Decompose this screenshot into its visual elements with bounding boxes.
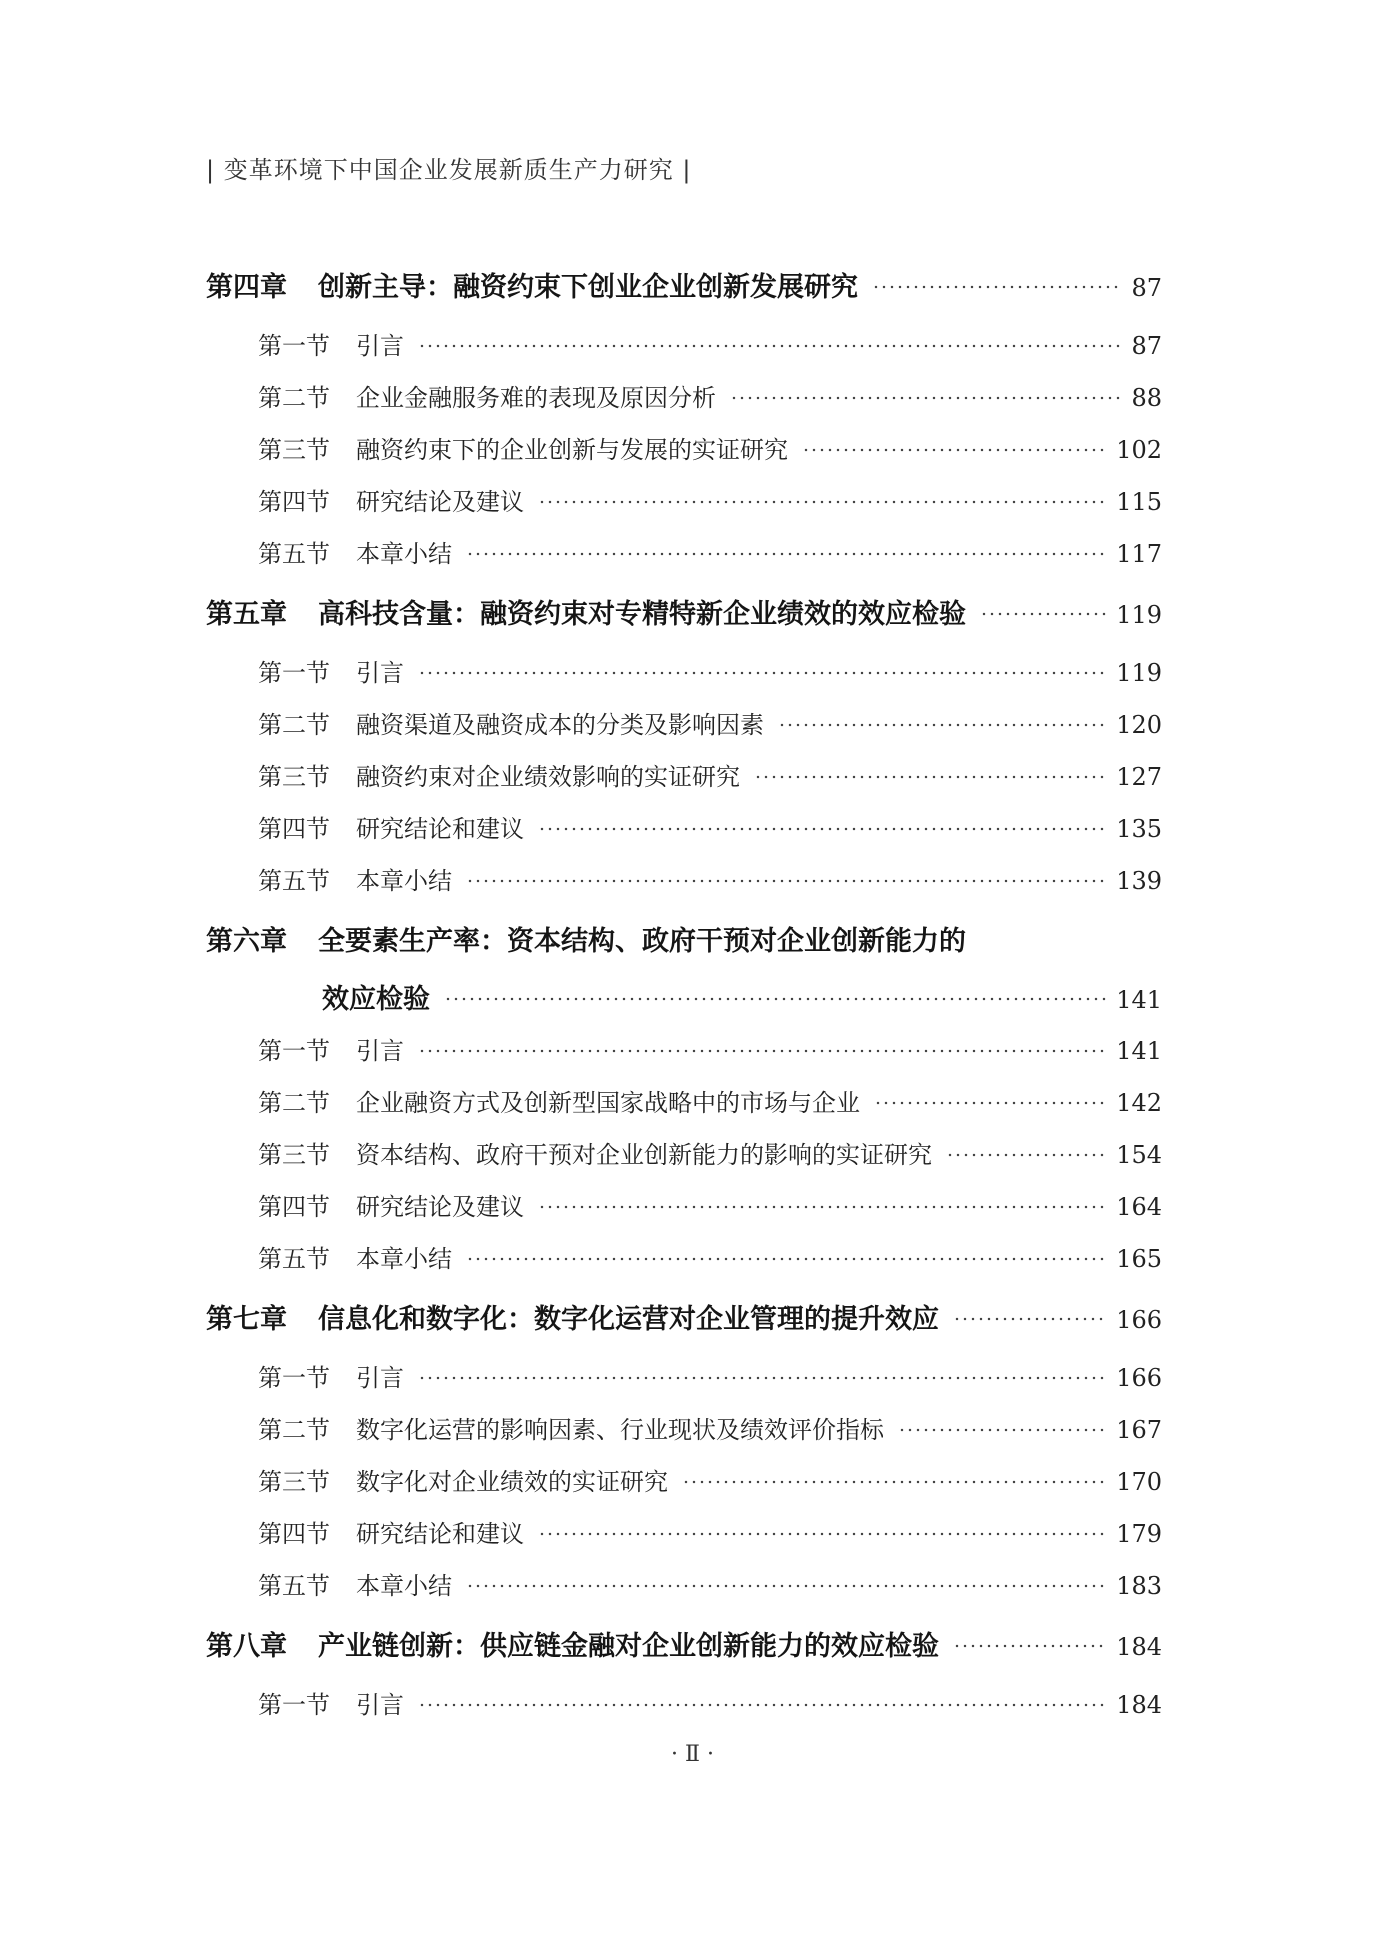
dot-leader xyxy=(953,1317,1106,1321)
toc-section-6-2[interactable] xyxy=(258,1083,1162,1118)
page-number: 120 xyxy=(1116,711,1162,739)
section-number: 第三节 xyxy=(258,763,330,791)
section-title: 引言 xyxy=(356,1037,404,1065)
section-title: 资本结构、政府干预对企业创新能力的影响的实证研究 xyxy=(356,1141,932,1169)
page-number: 88 xyxy=(1131,384,1162,412)
toc-section-5-3[interactable] xyxy=(258,757,1162,792)
section-number: 第二节 xyxy=(258,1416,330,1444)
section-number: 第一节 xyxy=(258,1364,330,1392)
section-number: 第四节 xyxy=(258,1193,330,1221)
page-number: 87 xyxy=(1131,274,1162,302)
toc-chapter-7[interactable] xyxy=(206,1297,1162,1336)
section-number: 第三节 xyxy=(258,1468,330,1496)
section-title: 引言 xyxy=(356,659,404,687)
dot-leader xyxy=(466,879,1106,883)
dot-leader xyxy=(418,1376,1106,1380)
section-number: 第五节 xyxy=(258,867,330,895)
dot-leader xyxy=(418,671,1106,675)
dot-leader xyxy=(754,775,1106,779)
page-number: 183 xyxy=(1116,1572,1162,1600)
toc-chapter-6-continued[interactable] xyxy=(322,977,1162,1016)
toc-section-7-5[interactable] xyxy=(258,1566,1162,1601)
section-title: 研究结论及建议 xyxy=(356,1193,524,1221)
toc-section-5-5[interactable] xyxy=(258,861,1162,896)
toc-section-7-4[interactable] xyxy=(258,1514,1162,1549)
section-title: 融资约束下的企业创新与发展的实证研究 xyxy=(356,436,788,464)
chapter-number: 第七章 xyxy=(206,1304,287,1335)
section-number: 第五节 xyxy=(258,1572,330,1600)
page-number: 167 xyxy=(1116,1416,1162,1444)
dot-leader xyxy=(538,827,1106,831)
section-number: 第四节 xyxy=(258,488,330,516)
section-number: 第二节 xyxy=(258,711,330,739)
section-title: 引言 xyxy=(356,332,404,360)
toc-section-4-1[interactable] xyxy=(258,326,1162,361)
toc-section-5-2[interactable] xyxy=(258,705,1162,740)
page-number: 166 xyxy=(1116,1306,1162,1334)
section-title: 企业金融服务难的表现及原因分析 xyxy=(356,384,716,412)
section-number: 第一节 xyxy=(258,1037,330,1065)
toc-section-4-5[interactable] xyxy=(258,534,1162,569)
page-number: 135 xyxy=(1116,815,1162,843)
running-header: | 变革环境下中国企业发展新质生产力研究 | xyxy=(206,156,692,184)
page-number: 154 xyxy=(1116,1141,1162,1169)
chapter-number: 第五章 xyxy=(206,599,287,630)
dot-leader xyxy=(682,1480,1106,1484)
toc-section-6-5[interactable] xyxy=(258,1239,1162,1274)
section-title: 本章小结 xyxy=(356,1245,452,1273)
section-number: 第二节 xyxy=(258,384,330,412)
toc-section-7-1[interactable] xyxy=(258,1358,1162,1393)
page-number: 164 xyxy=(1116,1193,1162,1221)
toc-section-4-3[interactable] xyxy=(258,430,1162,465)
section-title: 融资渠道及融资成本的分类及影响因素 xyxy=(356,711,764,739)
section-title: 本章小结 xyxy=(356,867,452,895)
section-number: 第三节 xyxy=(258,436,330,464)
page-number: 119 xyxy=(1116,601,1162,629)
section-title: 融资约束对企业绩效影响的实证研究 xyxy=(356,763,740,791)
dot-leader xyxy=(802,448,1106,452)
toc-section-4-4[interactable] xyxy=(258,482,1162,517)
section-number: 第四节 xyxy=(258,815,330,843)
page-number: 184 xyxy=(1116,1691,1162,1719)
dot-leader xyxy=(418,344,1121,348)
section-number: 第一节 xyxy=(258,659,330,687)
chapter-number: 第八章 xyxy=(206,1631,287,1662)
dot-leader xyxy=(946,1153,1106,1157)
page-number: 87 xyxy=(1131,332,1162,360)
dot-leader xyxy=(953,1644,1106,1648)
section-number: 第一节 xyxy=(258,332,330,360)
toc-section-5-4[interactable] xyxy=(258,809,1162,844)
dot-leader xyxy=(980,612,1106,616)
page-number: 127 xyxy=(1116,763,1162,791)
toc-section-7-3[interactable] xyxy=(258,1462,1162,1497)
dot-leader xyxy=(898,1428,1106,1432)
chapter-title-line-1: 全要素生产率：资本结构、政府干预对企业创新能力的 xyxy=(318,926,966,957)
chapter-title: 信息化和数字化：数字化运营对企业管理的提升效应 xyxy=(318,1304,939,1335)
chapter-title: 高科技含量：融资约束对专精特新企业绩效的效应检验 xyxy=(318,599,966,630)
dot-leader xyxy=(466,1584,1106,1588)
chapter-title: 创新主导：融资约束下创业企业创新发展研究 xyxy=(318,272,858,303)
dot-leader xyxy=(730,396,1121,400)
page-number: 141 xyxy=(1116,1037,1162,1065)
section-title: 引言 xyxy=(356,1364,404,1392)
page-number: 166 xyxy=(1116,1364,1162,1392)
dot-leader xyxy=(418,1703,1106,1707)
dot-leader xyxy=(466,552,1106,556)
toc-section-4-2[interactable] xyxy=(258,378,1162,413)
toc-chapter-5[interactable] xyxy=(206,592,1162,631)
section-title: 引言 xyxy=(356,1691,404,1719)
page-number: 179 xyxy=(1116,1520,1162,1548)
page-number: 119 xyxy=(1116,659,1162,687)
section-title: 本章小结 xyxy=(356,540,452,568)
chapter-number: 第四章 xyxy=(206,272,287,303)
page-number: 170 xyxy=(1116,1468,1162,1496)
toc-section-7-2[interactable] xyxy=(258,1410,1162,1445)
section-title: 研究结论和建议 xyxy=(356,1520,524,1548)
chapter-title: 产业链创新：供应链金融对企业创新能力的效应检验 xyxy=(318,1631,939,1662)
page-number: 141 xyxy=(1116,986,1162,1014)
toc-chapter-4[interactable] xyxy=(206,265,1162,304)
page-number: 139 xyxy=(1116,867,1162,895)
section-number: 第一节 xyxy=(258,1691,330,1719)
page-number: 102 xyxy=(1116,436,1162,464)
toc-section-6-3[interactable] xyxy=(258,1135,1162,1170)
dot-leader xyxy=(466,1257,1106,1261)
chapter-title-line-2: 效应检验 xyxy=(322,984,430,1015)
dot-leader xyxy=(444,997,1106,1001)
page-number: 184 xyxy=(1116,1633,1162,1661)
section-number: 第四节 xyxy=(258,1520,330,1548)
toc-section-6-1[interactable] xyxy=(258,1031,1162,1066)
section-title: 研究结论和建议 xyxy=(356,815,524,843)
section-title: 研究结论及建议 xyxy=(356,488,524,516)
section-title: 企业融资方式及创新型国家战略中的市场与企业 xyxy=(356,1089,860,1117)
dot-leader xyxy=(538,1205,1106,1209)
dot-leader xyxy=(418,1049,1106,1053)
dot-leader xyxy=(538,1532,1106,1536)
page-number: 142 xyxy=(1116,1089,1162,1117)
dot-leader xyxy=(872,285,1121,289)
page-number: 117 xyxy=(1116,540,1162,568)
page-number: 165 xyxy=(1116,1245,1162,1273)
section-title: 数字化运营的影响因素、行业现状及绩效评价指标 xyxy=(356,1416,884,1444)
section-number: 第二节 xyxy=(258,1089,330,1117)
toc-section-6-4[interactable] xyxy=(258,1187,1162,1222)
toc-chapter-6[interactable] xyxy=(206,919,1162,958)
section-number: 第五节 xyxy=(258,540,330,568)
page-folio: · Ⅱ · xyxy=(671,1742,714,1767)
section-number: 第三节 xyxy=(258,1141,330,1169)
section-title: 数字化对企业绩效的实证研究 xyxy=(356,1468,668,1496)
toc-section-5-1[interactable] xyxy=(258,653,1162,688)
section-title: 本章小结 xyxy=(356,1572,452,1600)
page-number: 115 xyxy=(1116,488,1162,516)
toc-section-8-1[interactable] xyxy=(258,1685,1162,1720)
dot-leader xyxy=(538,500,1106,504)
toc-chapter-8[interactable] xyxy=(206,1624,1162,1663)
dot-leader xyxy=(778,723,1106,727)
chapter-number: 第六章 xyxy=(206,926,287,957)
dot-leader xyxy=(874,1101,1106,1105)
section-number: 第五节 xyxy=(258,1245,330,1273)
